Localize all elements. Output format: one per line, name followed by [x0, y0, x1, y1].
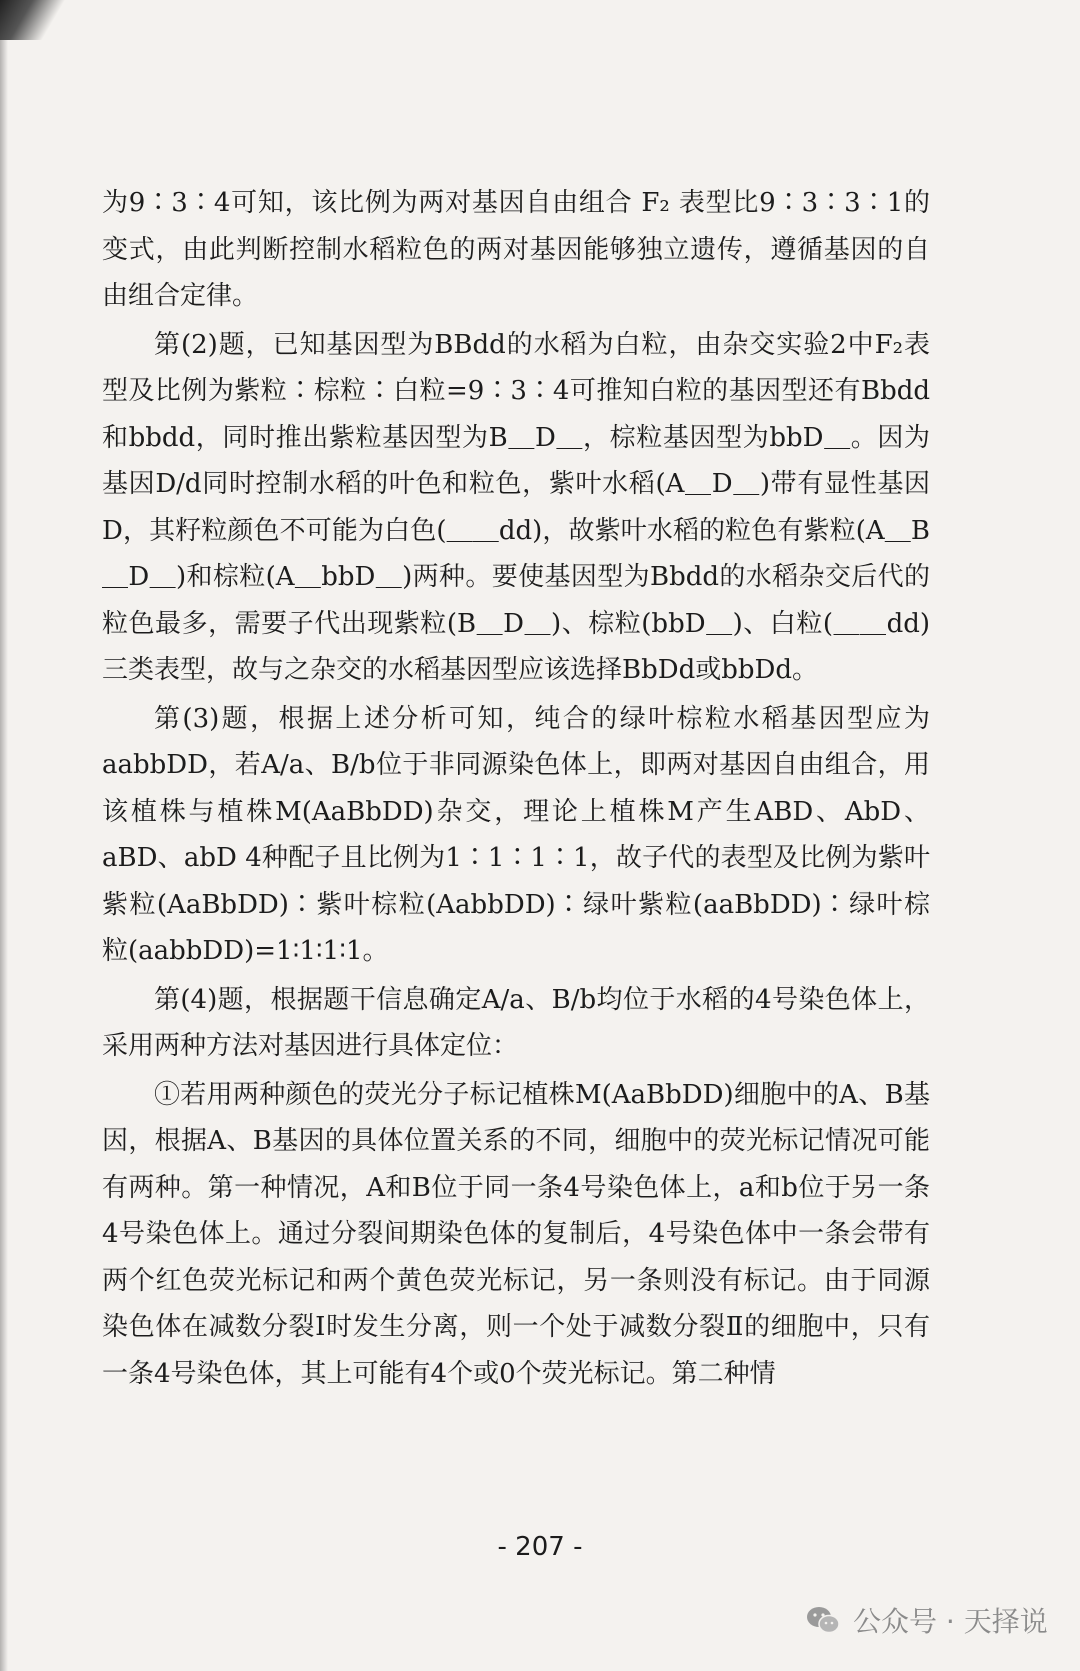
page-left-edge	[0, 0, 8, 1671]
paragraph-method-1: ①若用两种颜色的荧光分子标记植株M(AaBbDD)细胞中的A、B基因，根据A、B基因的具体位置关系的不同，细胞中的荧光标记情况可能有两种。第一种情况，A和B位于同一条4号染色体上，a和b位于另一条4号染色体上。通过分裂间期染色体的复制后，4号染色体中一条会带有两个红色荧光标记和两个黄色荧光标记，另一条则没有标记。由于同源染色体在减数分裂Ⅰ时发生分离，则一个处于减数分裂Ⅱ的细胞中，只有一条4号染色体，其上可能有4个或0个荧光标记。第二种情	[102, 1079, 930, 1389]
paragraph-question-2: 第(2)题，已知基因型为BBdd的水稻为白粒，由杂交实验2中F₂表型及比例为紫粒∶棕粒∶白粒=9∶3∶4可推知白粒的基因型还有Bbdd和bbdd，同时推出紫粒基因型为B＿D＿，棕粒基因型为bbD＿。因为基因D/d同时控制水稻的叶色和粒色，紫叶水稻(A＿D＿)带有显性基因D，其籽粒颜色不可能为白色(＿＿dd)，故紫叶水稻的粒色有紫粒(A＿B＿D＿)和棕粒(A＿bbD＿)两种。要使基因型为Bbdd的水稻杂交后代的粒色最多，需要子代出现紫粒(B＿D＿)、棕粒(bbD＿)、白粒(＿＿dd)三类表型，故与之杂交的水稻基因型应该选择BbDd或bbDd。	[102, 329, 930, 685]
paragraph-question-4: 第(4)题，根据题干信息确定A/a、B/b均位于水稻的4号染色体上，采用两种方法对基因进行具体定位：	[102, 984, 930, 1061]
page-corner-shadow	[0, 0, 70, 40]
paragraph-question-3: 第(3)题，根据上述分析可知，纯合的绿叶棕粒水稻基因型应为aabbDD，若A/a、B/b位于非同源染色体上，即两对基因自由组合，用该植株与植株M(AaBbDD)杂交，理论上植株M产生ABD、AbD、aBD、abD 4种配子且比例为1∶1∶1∶1，故子代的表型及比例为紫叶紫粒(AaBbDD)∶紫叶棕粒(AabbDD)∶绿叶紫粒(aaBbDD)∶绿叶棕粒(aabbDD)=1∶1∶1∶1。	[102, 703, 930, 966]
watermark	[805, 1600, 1048, 1640]
watermark-text: 公众号 · 天择说	[853, 1605, 1048, 1638]
page-number: - 207 -	[497, 1532, 583, 1562]
page-body	[102, 180, 930, 1399]
paragraph-continuation: 为9∶3∶4可知，该比例为两对基因自由组合 F₂ 表型比9∶3∶3∶1的变式，由此判断控制水稻粒色的两对基因能够独立遗传，遵循基因的自由组合定律。	[102, 188, 930, 311]
wechat-icon	[805, 1605, 841, 1635]
